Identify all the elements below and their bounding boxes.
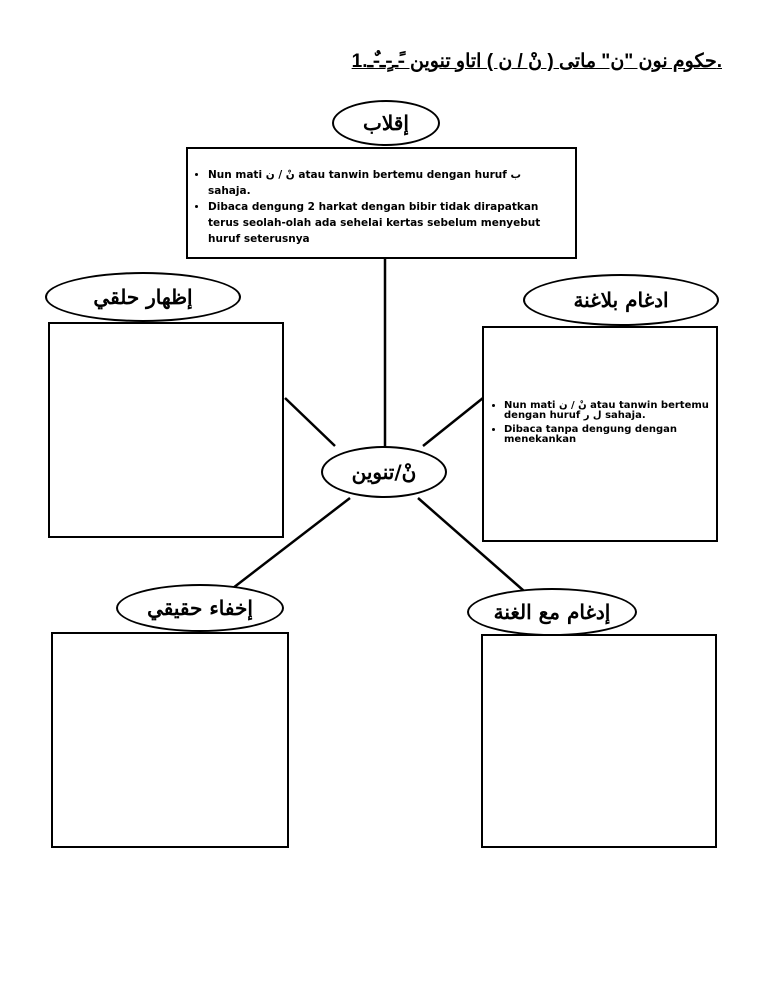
idgham-bila-oval — [523, 274, 719, 326]
idgham-maal-oval — [467, 588, 637, 636]
izhar-label: إظهار حلقي — [93, 285, 193, 309]
center-label: نْ/تنوين — [351, 460, 417, 484]
ikhfa-label: إخفاء حقيقي — [147, 596, 253, 620]
izhar-oval — [45, 272, 241, 322]
iqlab-notes — [188, 167, 565, 247]
iqlab-box — [186, 147, 577, 259]
iqlab-oval — [332, 100, 440, 146]
iqlab-label: إقلاب — [363, 111, 409, 135]
idgham-bila-box — [482, 326, 718, 542]
ikhfa-oval — [116, 584, 284, 632]
page-title: 1.حكوم نون "ن" ماتی ( نْ / ن ) اتاو تنوين -ًـ-ٍـ-ٌـ. — [351, 51, 722, 72]
idgham-maal-label: إدغام مع الغنة — [493, 600, 611, 624]
center-oval — [321, 446, 447, 498]
idgham-bila-label: ادغام بلاغنة — [573, 288, 669, 312]
list-item: • Dibaca tanpa dengung dengan menekankan — [504, 425, 710, 445]
idgham-maal-box — [481, 634, 717, 848]
list-item: • Dibaca dengung 2 harkat dengan bibir tidak dirapatkan terus seolah-olah ada sehelai kertas sebelum menyebut huruf seterusnya — [208, 199, 565, 247]
izhar-box — [48, 322, 284, 538]
list-item: • Nun mati نْ / ن atau tanwin bertemu dengan huruf ب sahaja. — [208, 167, 565, 199]
idgham-bila-notes — [484, 401, 710, 445]
list-item: • Nun mati نْ / ن atau tanwin bertemu dengan huruf ل ر sahaja. — [504, 401, 710, 421]
connector-right — [423, 398, 483, 446]
connector-left — [285, 398, 335, 446]
ikhfa-box — [51, 632, 289, 848]
